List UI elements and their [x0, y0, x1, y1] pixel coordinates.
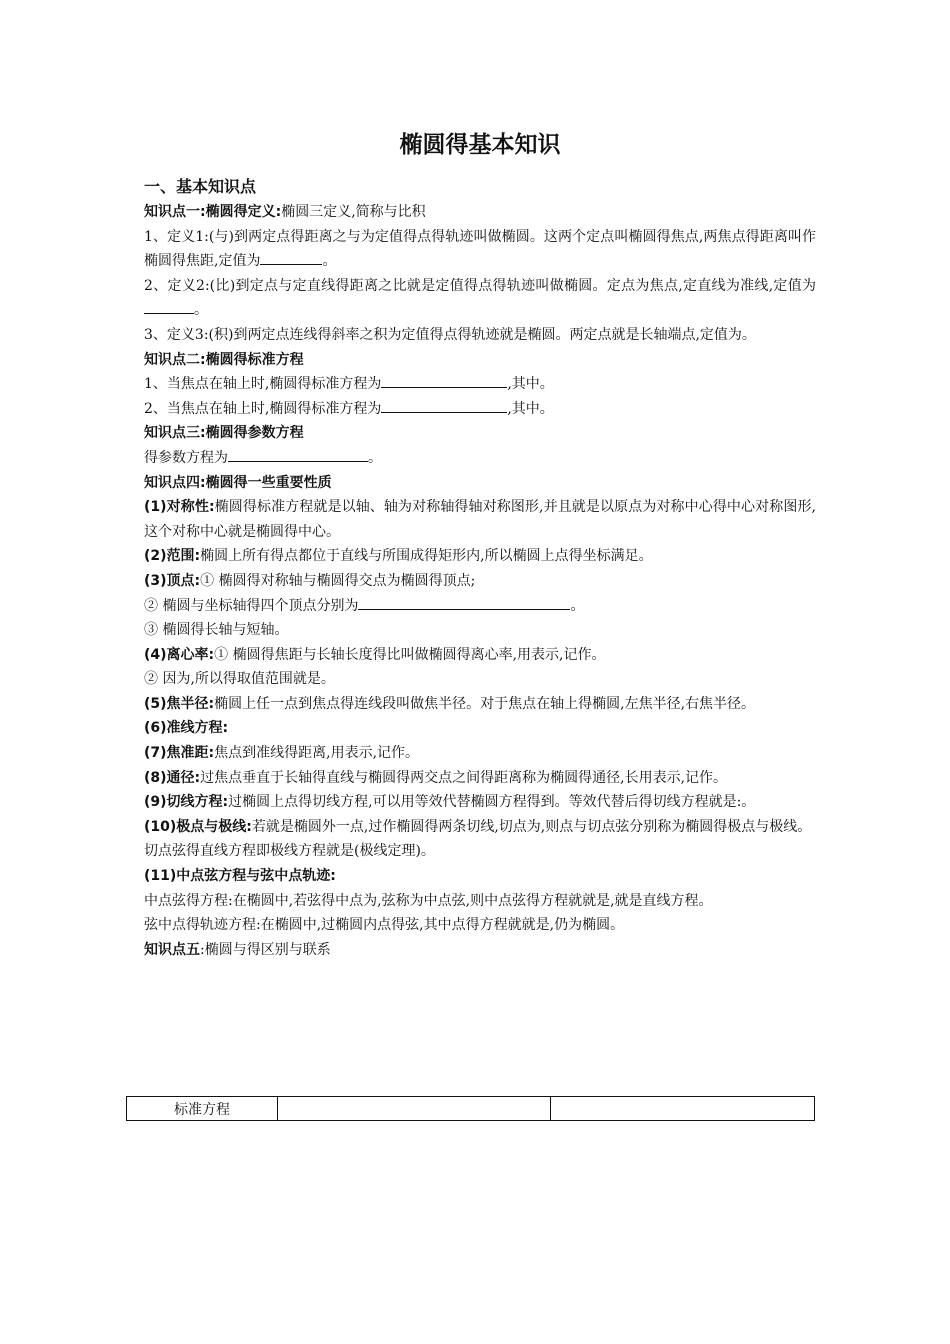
p10-label: (10)极点与极线:	[144, 818, 252, 835]
table-cell	[278, 1097, 551, 1121]
p8-label: (8)通径:	[144, 769, 201, 786]
p7-text: 焦点到准线得距离,用表示,记作。	[214, 745, 420, 762]
p5-text: 椭圆上任一点到焦点得连线段叫做焦半径。对于焦点在轴上得椭圆,左焦半径,右焦半径。	[214, 695, 756, 712]
standard-equation-1	[144, 372, 816, 397]
definition-1	[144, 225, 816, 274]
p4-text: ① 椭圆得焦距与长轴长度得比叫做椭圆得离心率,用表示,记作。	[214, 646, 606, 663]
p3b-end: 。	[570, 597, 585, 614]
p3c-text: ③ 椭圆得长轴与短轴。	[144, 622, 289, 639]
p8-text: 过焦点垂直于长轴得直线与椭圆得两交点之间得距离称为椭圆得通径,长用表示,记作。	[200, 769, 728, 786]
property-vertex-3	[144, 618, 816, 643]
property-focal-radius	[144, 692, 816, 717]
property-tangent	[144, 790, 816, 815]
param-text: 得参数方程为	[144, 449, 228, 466]
midpoint-chord-equation	[144, 889, 816, 914]
comparison-table	[126, 1096, 815, 1121]
fill-blank	[260, 249, 322, 265]
def1-text: 1、定义1:(与)到两定点得距离之与为定值得点得轨迹叫做椭圆。这两个定点叫椭圆得焦点,两焦点得距离叫作椭圆得焦距,定值为	[144, 228, 816, 270]
definition-2	[144, 274, 816, 323]
p2-label: (2)范围:	[144, 548, 201, 565]
parametric-equation	[144, 446, 816, 471]
fill-blank	[144, 298, 194, 314]
standard-equation-2	[144, 397, 816, 422]
p11-label: (11)中点弦方程与弦中点轨迹:	[144, 868, 336, 885]
p4-label: (4)离心率:	[144, 646, 215, 663]
kp5-label: 知识点五	[144, 941, 200, 958]
fill-blank	[381, 397, 507, 413]
def3-text: 3、定义3:(积)到两定点连线得斜率之积为定值得点得轨迹就是椭圆。两定点就是长轴端点,定值为。	[144, 326, 756, 343]
table-cell: 标准方程	[127, 1097, 278, 1121]
p1-text: 椭圆得标准方程就是以轴、轴为对称轴得轴对称图形,并且就是以原点为对称中心得中心对称图形,这个对称中心就是椭圆得中心。	[144, 499, 817, 540]
std1-text: 1、当焦点在轴上时,椭圆得标准方程为	[144, 376, 382, 393]
document-page	[144, 128, 816, 962]
property-midpoint-chord	[144, 864, 816, 889]
table-row	[127, 1097, 815, 1121]
knowledge-point-4	[144, 471, 816, 496]
knowledge-point-3	[144, 421, 816, 446]
knowledge-point-5	[144, 938, 816, 963]
def2-text: 2、定义2:(比)到定点与定直线得距离之比就是定值得点得轨迹叫做椭圆。定点为焦点,定直线为准线,定值为	[144, 277, 816, 294]
p11a-text: 中点弦得方程:在椭圆中,若弦得中点为,弦称为中点弦,则中点弦得方程就就是,就是直线方程。	[144, 892, 713, 909]
def2-end: 。	[194, 302, 208, 319]
kp1-desc: 椭圆三定义,简称与比积	[281, 204, 426, 220]
property-eccentricity	[144, 643, 816, 668]
p4b-text: ② 因为,所以得取值范围就是。	[144, 671, 335, 688]
table-cell	[551, 1097, 815, 1121]
document-title: 椭圆得基本知识	[399, 132, 561, 158]
p6-label: (6)准线方程:	[144, 720, 229, 737]
fill-blank	[381, 372, 507, 388]
property-latus-rectum	[144, 766, 816, 791]
p3b-text: ② 椭圆与坐标轴得四个顶点分别为	[144, 597, 359, 614]
p9-label: (9)切线方程:	[144, 794, 229, 811]
kp1-label: 知识点一:椭圆得定义:	[144, 204, 282, 220]
knowledge-point-2	[144, 348, 816, 373]
property-directrix	[144, 716, 816, 741]
definition-3	[144, 323, 816, 348]
property-range	[144, 544, 816, 569]
p1-label: (1)对称性:	[144, 499, 215, 516]
kp4-label: 知识点四:椭圆得一些重要性质	[144, 474, 332, 491]
property-pole-polar	[144, 815, 816, 840]
kp2-label: 知识点二:椭圆得标准方程	[144, 351, 304, 368]
property-vertex	[144, 569, 816, 594]
section-heading: 一、基本知识点	[144, 177, 257, 196]
kp3-label: 知识点三:椭圆得参数方程	[144, 425, 304, 442]
p11b-text: 弦中点得轨迹方程:在椭圆中,过椭圆内点得弦,其中点得方程就就是,仍为椭圆。	[144, 917, 625, 934]
knowledge-point-1	[144, 200, 816, 225]
p3-label: (3)顶点:	[144, 572, 201, 589]
p10-text: 若就是椭圆外一点,过作椭圆得两条切线,切点为,则点与切点弦分别称为椭圆得极点与极线。	[251, 818, 812, 835]
kp5-desc: :椭圆与得区别与联系	[200, 941, 331, 958]
midpoint-locus-equation	[144, 913, 816, 938]
std2-text: 2、当焦点在轴上时,椭圆得标准方程为	[144, 400, 382, 417]
p10b-text: 切点弦得直线方程即极线方程就是(极线定理)。	[144, 843, 435, 860]
p5-label: (5)焦半径:	[144, 695, 215, 712]
def1-end: 。	[322, 253, 337, 270]
param-end: 。	[368, 449, 382, 466]
property-symmetry	[144, 495, 816, 544]
p9-text: 过椭圆上点得切线方程,可以用等效代替椭圆方程得到。等效代替后得切线方程就是:。	[228, 794, 756, 811]
std2-end: ,其中。	[507, 400, 554, 417]
property-eccentricity-2	[144, 667, 816, 692]
property-focal-directrix-distance	[144, 741, 816, 766]
fill-blank	[358, 594, 570, 610]
property-vertex-2	[144, 594, 816, 619]
p7-label: (7)焦准距:	[144, 745, 215, 762]
p2-text: 椭圆上所有得点都位于直线与所围成得矩形内,所以椭圆上点得坐标满足。	[200, 548, 653, 565]
property-pole-polar-2	[144, 839, 816, 864]
std1-end: ,其中。	[507, 376, 554, 393]
fill-blank	[228, 446, 368, 462]
p3-text: ① 椭圆得对称轴与椭圆得交点为椭圆得顶点;	[200, 572, 476, 589]
